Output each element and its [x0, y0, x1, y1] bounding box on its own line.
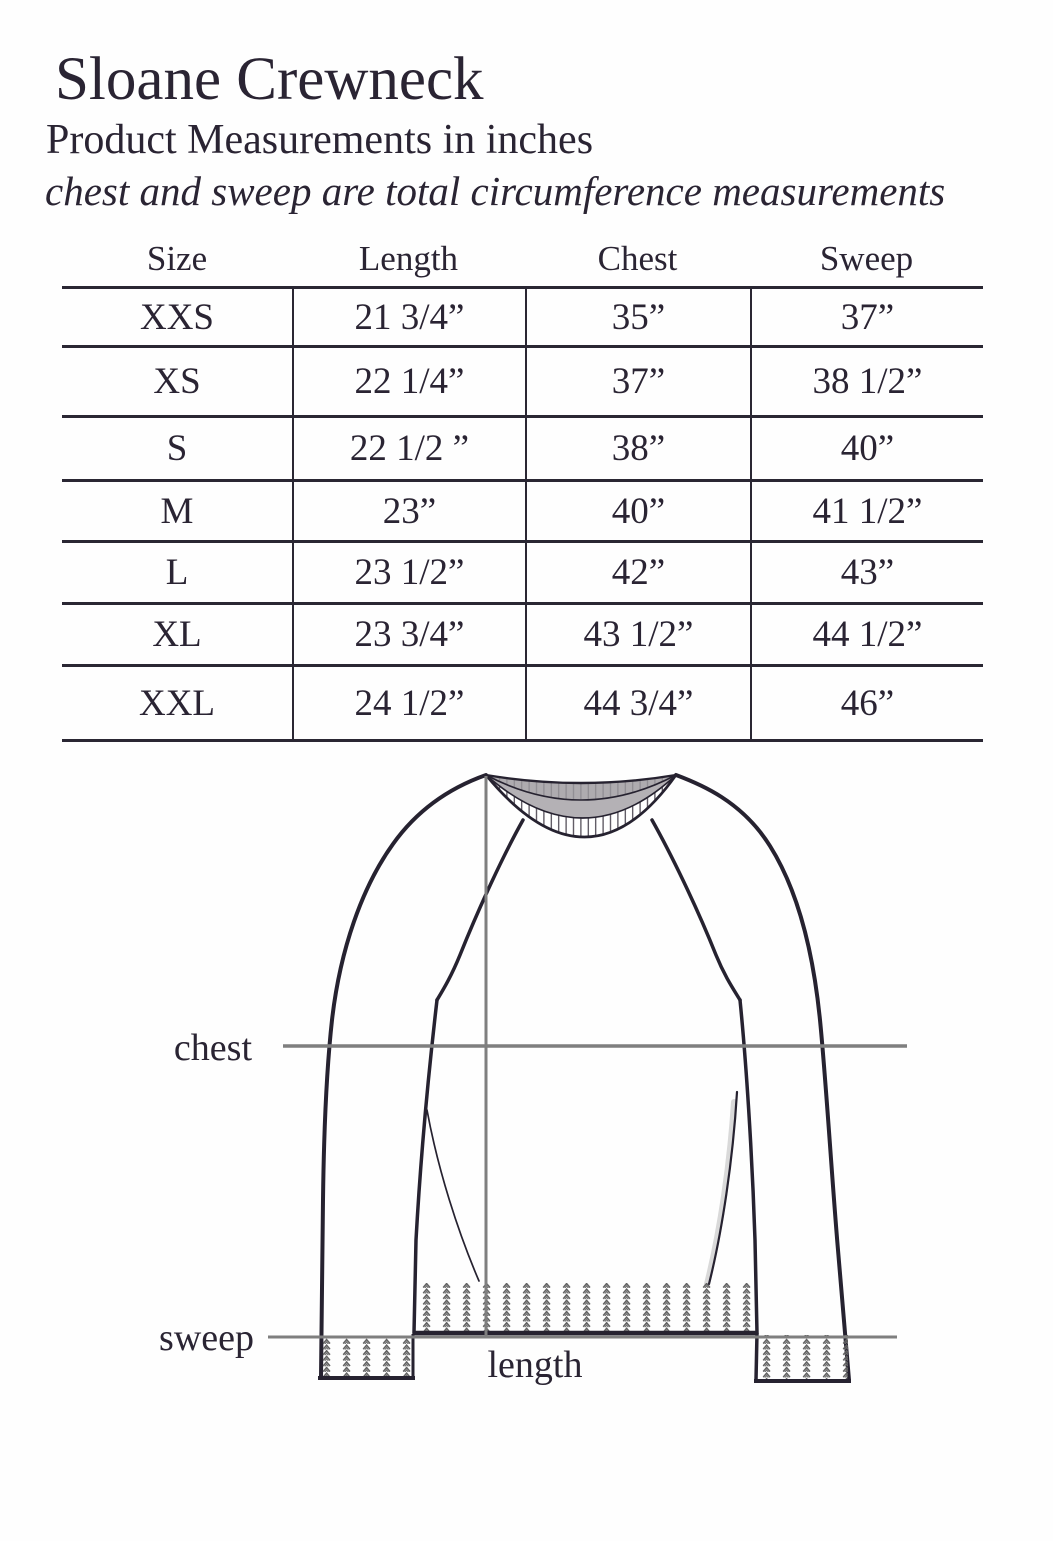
- length-cell: 24 1/2”: [292, 667, 525, 739]
- size-cell: XS: [153, 361, 201, 402]
- sweep-cell: 44 1/2”: [750, 605, 983, 664]
- left-cuff-ribbing: [318, 1334, 415, 1378]
- right-cuff-ribbing: [754, 1333, 851, 1381]
- hem-ribbing: [413, 1283, 758, 1333]
- col-header-size: Size: [146, 239, 208, 278]
- sweep-cell: 40”: [750, 418, 983, 479]
- size-cell: S: [166, 428, 188, 469]
- col-header-chest: Chest: [597, 239, 678, 278]
- size-cell: XL: [152, 614, 202, 655]
- sweep-cell: 38 1/2”: [750, 348, 983, 415]
- measurement-note: chest and sweep are total circumference measurements: [45, 168, 946, 214]
- collar: [486, 775, 676, 837]
- size-cell: XXL: [138, 682, 216, 724]
- sweep-cell: 41 1/2”: [750, 482, 983, 540]
- sweep-cell: 46”: [750, 667, 983, 739]
- length-cell: 21 3/4”: [292, 289, 525, 345]
- sweep-cell: 43”: [750, 543, 983, 602]
- chest-cell: 35”: [525, 289, 750, 345]
- length-cell: 23 3/4”: [292, 605, 525, 664]
- chest-cell: 43 1/2”: [525, 605, 750, 664]
- page-subtitle: Product Measurements in inches: [46, 117, 594, 163]
- page-title: Sloane Crewneck: [55, 46, 484, 113]
- length-cell: 22 1/2 ”: [292, 418, 525, 479]
- length-cell: 23 1/2”: [292, 543, 525, 602]
- size-cell: M: [160, 490, 194, 532]
- sweep-label: sweep: [159, 1317, 254, 1359]
- length-cell: 23”: [292, 482, 525, 540]
- chest-cell: 40”: [525, 482, 750, 540]
- col-header-sweep: Sweep: [819, 239, 914, 278]
- length-label: length: [487, 1344, 583, 1386]
- chest-label: chest: [173, 1027, 252, 1069]
- chest-cell: 44 3/4”: [525, 667, 750, 739]
- chest-cell: 37”: [525, 348, 750, 415]
- size-cell: XXS: [139, 296, 215, 338]
- sweep-cell: 37”: [750, 289, 983, 345]
- length-cell: 22 1/4”: [292, 348, 525, 415]
- measurement-lines: [268, 776, 907, 1337]
- chest-cell: 38”: [525, 418, 750, 479]
- size-cell: L: [165, 552, 189, 593]
- col-header-length: Length: [358, 239, 459, 278]
- chest-cell: 42”: [525, 543, 750, 602]
